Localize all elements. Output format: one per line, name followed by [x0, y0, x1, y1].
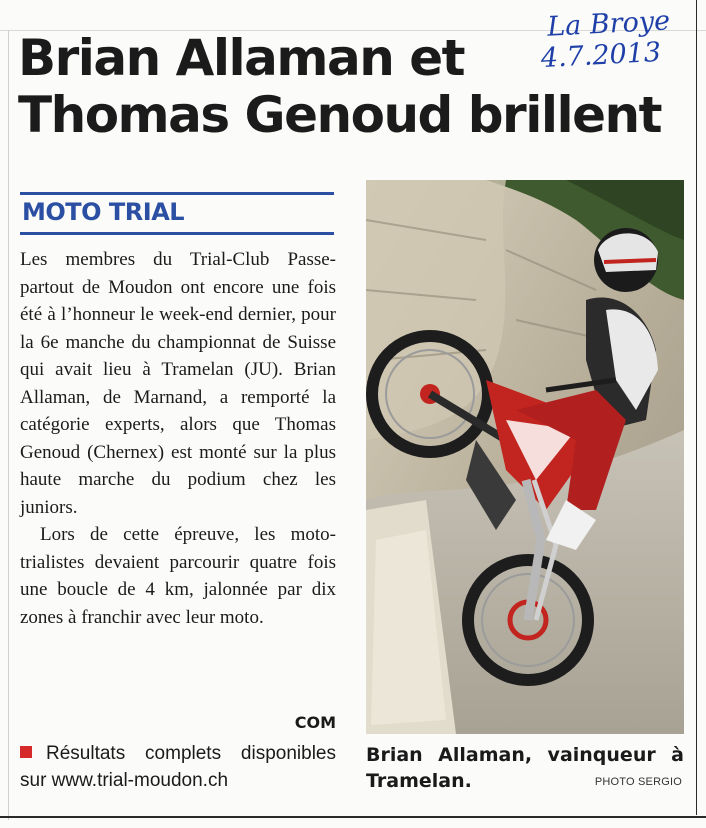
rubric-rule-top	[20, 192, 334, 195]
body-paragraph-1: Les membres du Trial-Club Passe-partout de Moudon ont encore une fois été à l’honneur le week-end dernier, pour la 6e manche du championnat de Suisse qui avait lieu à Tramelan (JU). Brian Allaman, de Marnand, a remporté la catégorie experts, alors que Thomas Genoud (Chernex) est monté sur la plus haute marche du podium chez les juniors.	[20, 249, 336, 518]
red-square-bullet-icon	[20, 746, 32, 758]
handwritten-publication: La Broye	[546, 5, 671, 43]
trial-rider-photo	[366, 180, 684, 734]
results-note	[20, 740, 336, 794]
handwritten-date: 4.7.2013	[540, 36, 662, 75]
headline-line-2: Thomas Genoud brillent	[18, 86, 662, 144]
results-note-text: Résultats complets disponibles sur www.trial-moudon.ch	[20, 743, 336, 791]
clipping-border-bottom	[0, 816, 706, 818]
headline-line-1: Brian Allaman et	[18, 29, 465, 87]
author-signature: COM	[294, 713, 336, 732]
body-paragraph-2: Lors de cette épreuve, les moto-trialistes devaient parcourir quatre fois une boucle de 4 km, jalonnée par dix zones à franchir avec leur moto.	[20, 524, 336, 628]
photo-caption: Brian Allaman, vainqueur à Tramelan.	[366, 744, 684, 792]
section-rubric: MOTO TRIAL	[22, 198, 185, 226]
photo-credit: PHOTO SERGIO	[594, 776, 682, 788]
article-headline	[18, 30, 698, 144]
clipping-border-left	[8, 30, 9, 820]
rubric-rule-bottom	[20, 232, 334, 235]
article-body	[20, 246, 336, 631]
article-photo	[366, 180, 684, 734]
